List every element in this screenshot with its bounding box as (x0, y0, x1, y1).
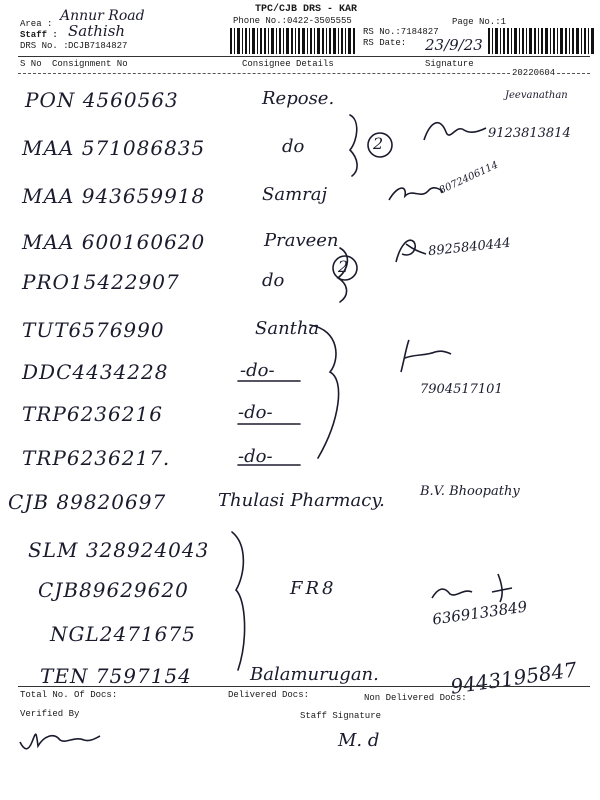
consignee-name: FR8 (290, 578, 337, 599)
phone-number-1: 9123813814 (488, 126, 571, 141)
consignment-number: DDC4434228 (22, 360, 169, 384)
page-number: Page No.:1 (452, 17, 507, 27)
column-divider (18, 73, 590, 74)
consignee-name: Thulasi Pharmacy. (218, 490, 385, 511)
phone-number-6: 6369133849 (431, 597, 529, 629)
phone-number-3: 8925840444 (427, 235, 512, 260)
list-item (0, 184, 600, 224)
list-item (0, 622, 600, 662)
consignment-number: TRP6236216 (22, 402, 163, 426)
list-item (0, 136, 600, 176)
phone-number-4: 7904517101 (420, 382, 503, 397)
signer-name-2: B.V. Bhoopathy (420, 484, 520, 499)
consignee-name: do (262, 270, 285, 291)
drs-no-value: DCJB7184827 (68, 41, 128, 51)
circled-count: 2 (373, 134, 384, 153)
consignee-name: -do- (240, 360, 275, 381)
non-delivered-docs: Non Delivered Docs: (364, 693, 467, 703)
consignee-name: Praveen (264, 230, 339, 251)
consignment-number: TUT6576990 (22, 318, 165, 342)
phone-number-7: 9443195847 (448, 657, 579, 699)
area-label: Area : (20, 19, 53, 29)
area-value: Annur Road (60, 8, 145, 24)
rs-no: RS No.:7184827 (363, 27, 439, 37)
barcode-right (488, 28, 596, 54)
consignment-number: TEN 7597154 (40, 664, 192, 688)
list-item (0, 318, 600, 358)
signature-mark (395, 336, 455, 376)
staff-signature-mark: M. d (338, 730, 380, 751)
list-item (0, 446, 600, 486)
barcode-left (230, 28, 355, 54)
consignee-name: Repose. (262, 88, 335, 109)
consignment-number: PRO15422907 (22, 270, 180, 294)
consignee-name: Santha (255, 318, 320, 339)
list-item (0, 360, 600, 400)
consignment-number: MAA 600160620 (22, 230, 206, 254)
col-consignment: Consignment No (52, 59, 128, 69)
consignment-number: PON 4560563 (25, 88, 179, 112)
signer-name: Jeevanathan (505, 90, 568, 101)
consignment-number: NGL2471675 (50, 622, 196, 646)
consignee-name: do (282, 136, 305, 157)
date-stamp: 20220604 (512, 68, 556, 78)
consignment-number: TRP6236217. (22, 446, 171, 470)
total-docs: Total No. Of Docs: (20, 690, 118, 700)
phone-number: Phone No.:0422-3505555 (233, 16, 352, 26)
col-consignee: Consignee Details (242, 59, 334, 69)
drs-no-label: DRS No. : (20, 41, 69, 51)
staff-label: Staff : (20, 30, 58, 40)
signature-mark (385, 178, 445, 208)
staff-signature-label: Staff Signature (300, 711, 382, 721)
delivered-docs: Delivered Docs: (228, 690, 310, 700)
verified-by: Verified By (20, 709, 80, 719)
signature-mark (420, 112, 490, 148)
signature-mark (388, 232, 428, 268)
consignee-name: -do- (238, 402, 273, 423)
circled-count: 2 (338, 257, 349, 276)
consignment-number: CJB89629620 (38, 578, 189, 602)
col-sno: S No (20, 59, 42, 69)
phone-number-2: 8072406114 (437, 159, 500, 197)
header-divider (18, 56, 590, 57)
consignment-number: SLM 328924043 (28, 538, 210, 562)
consignee-name: -do- (238, 446, 273, 467)
col-signature: Signature (425, 59, 474, 69)
consignment-number: MAA 943659918 (22, 184, 206, 208)
verifier-signature (14, 722, 104, 756)
consignment-number: CJB 89820697 (8, 490, 167, 514)
document-title: TPC/CJB DRS - KAR (255, 4, 358, 15)
list-item (0, 402, 600, 442)
footer-divider (18, 686, 590, 687)
list-item (0, 270, 600, 310)
consignee-name: Balamurugan. (250, 664, 379, 685)
rs-date-value: 23/9/23 (425, 36, 483, 54)
consignment-number: MAA 571086835 (22, 136, 206, 160)
rs-date-label: RS Date: (363, 38, 407, 48)
consignee-name: Samraj (262, 184, 328, 205)
staff-value: Sathish (68, 22, 126, 40)
